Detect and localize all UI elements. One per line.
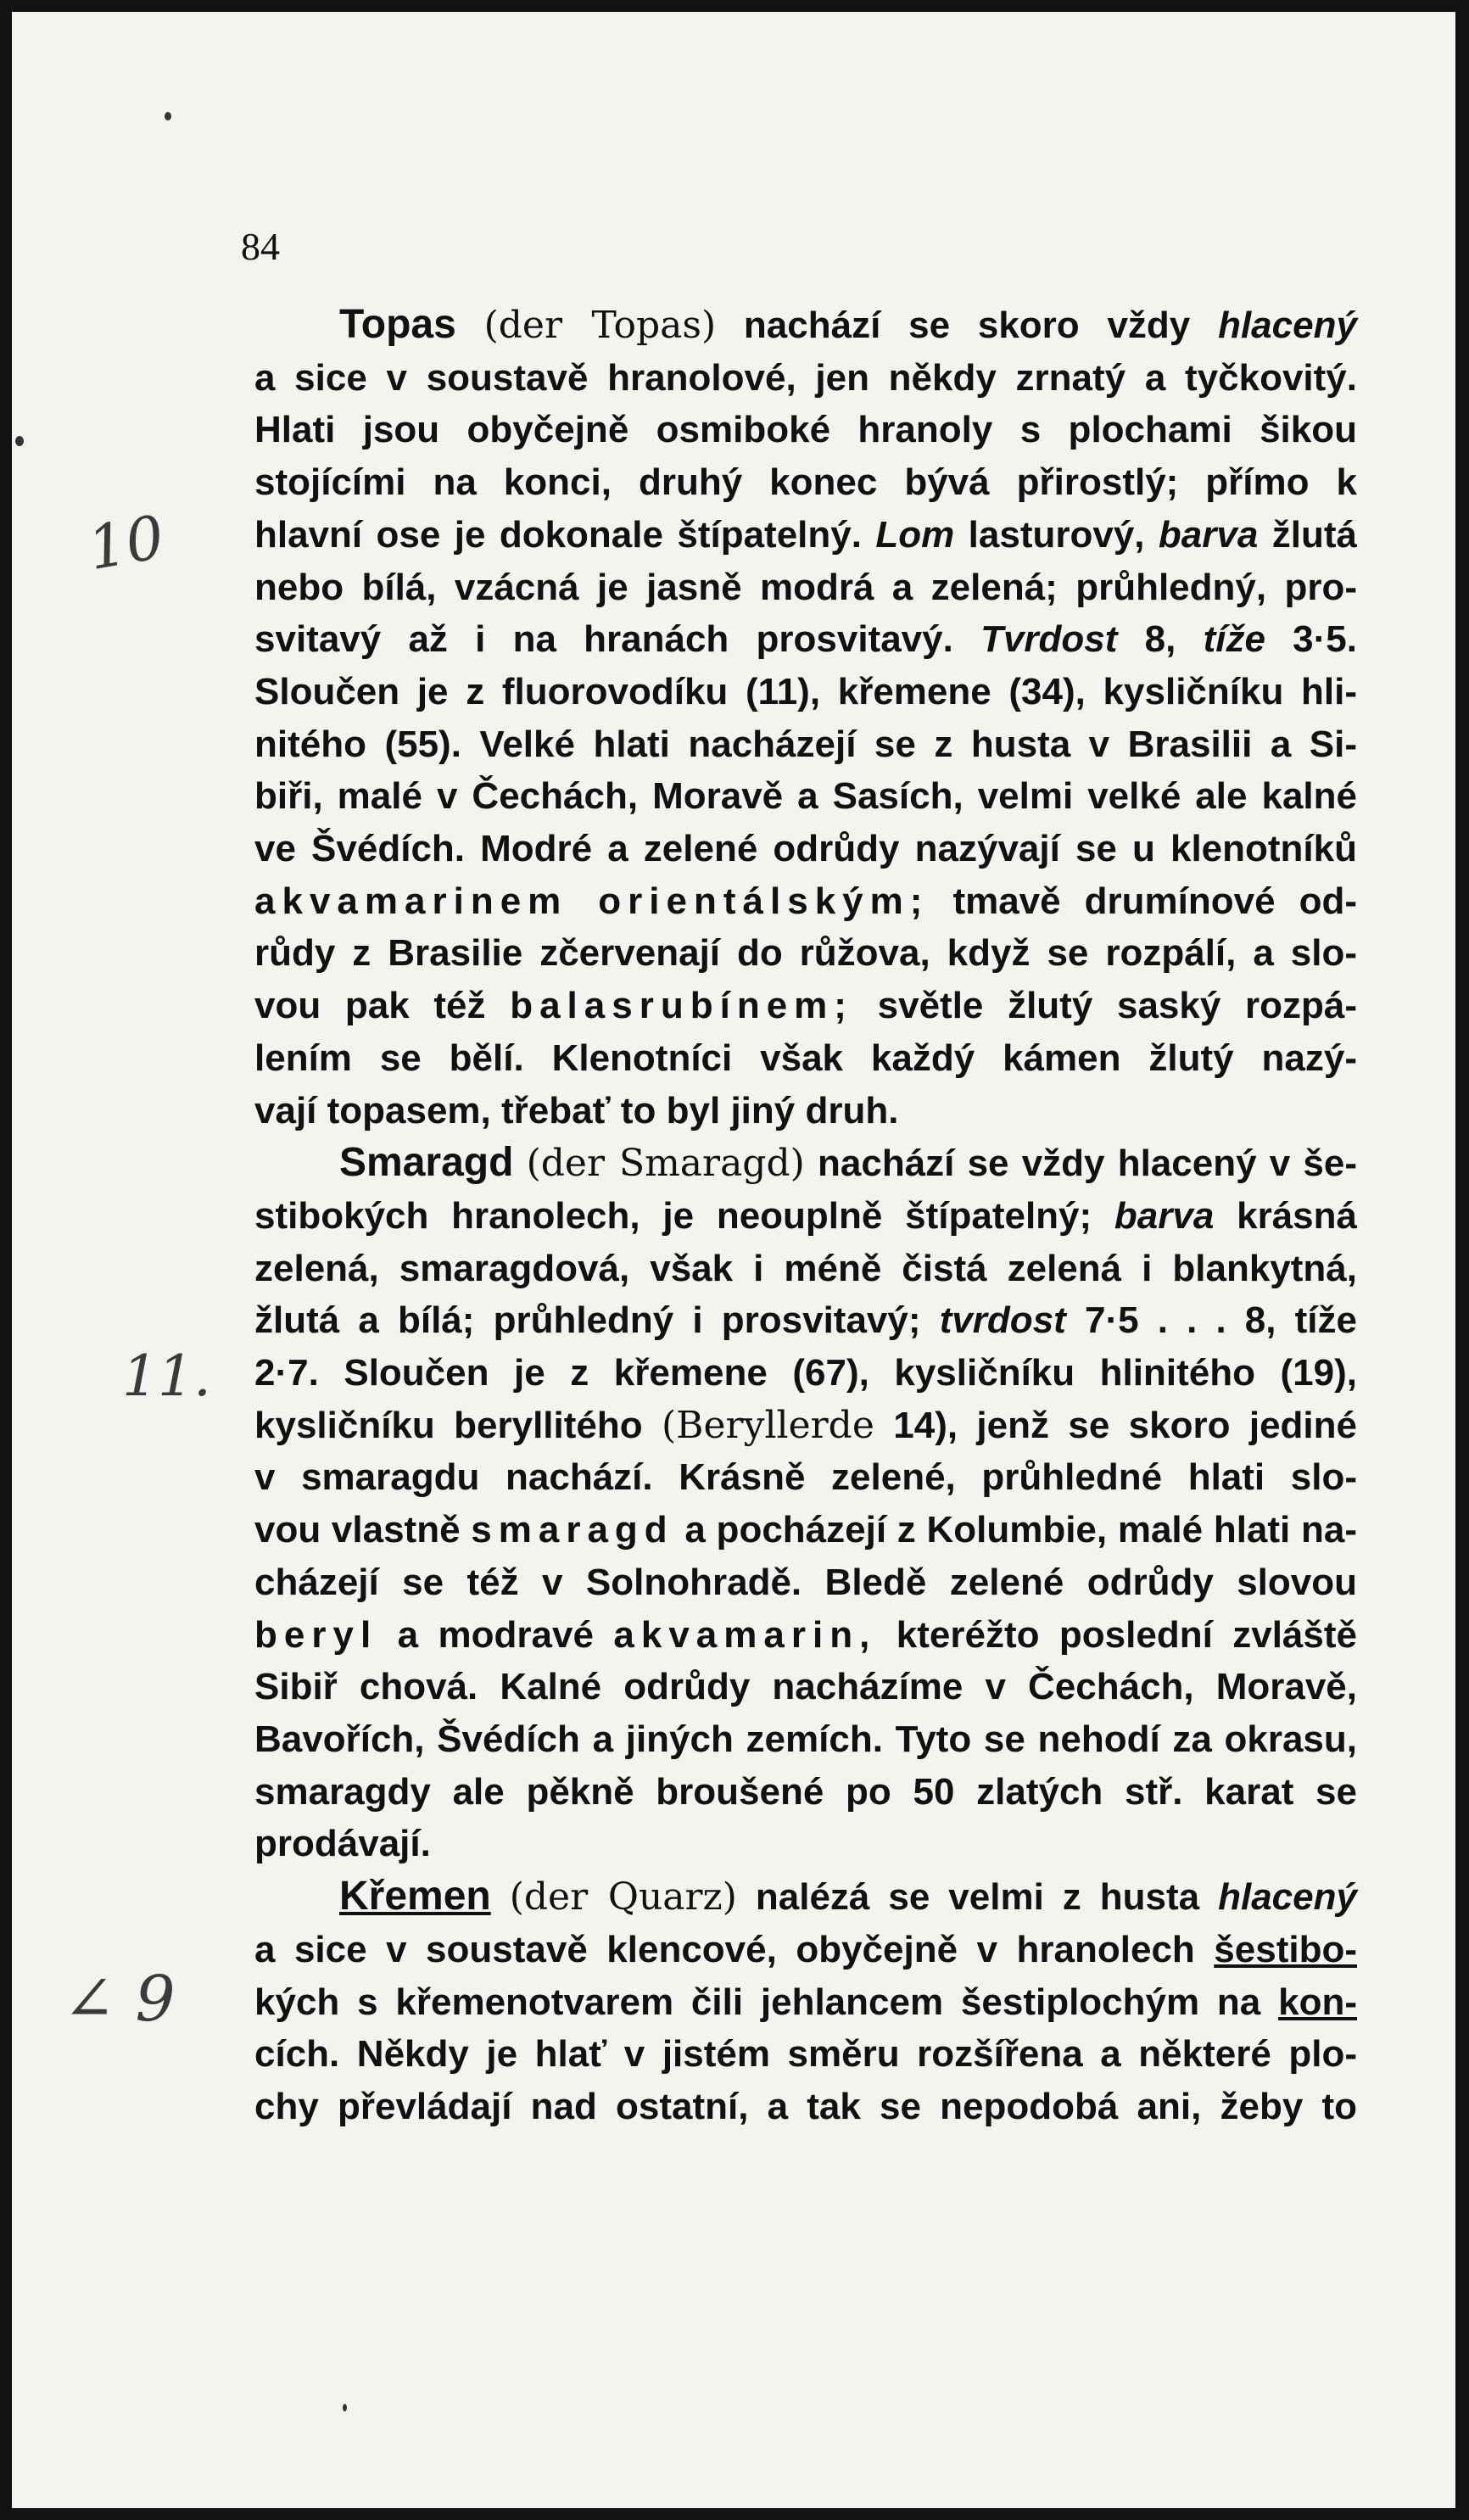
text-line: smaragdy ale pěkně broušené po 50 zlatých stř. karat se bbox=[254, 1770, 1357, 1813]
text-line: chy převládají nad ostatní, a tak se nepodobá ani, žeby to bbox=[254, 2085, 1357, 2127]
text-fragment: hlavní ose je dokonale štípatelný. bbox=[254, 513, 862, 556]
speck-bottom bbox=[343, 2404, 347, 2411]
text-line: a sice v soustavě hranolové, jen někdy zrnatý a tyčkovitý. bbox=[254, 356, 1357, 399]
text-fragment: lasturový, bbox=[968, 513, 1145, 556]
text-line bbox=[254, 1190, 1357, 1243]
text-line bbox=[254, 509, 1357, 562]
margin-note-10: 10 bbox=[82, 501, 170, 584]
german-term: (der Smaragd) bbox=[526, 1142, 805, 1186]
italic-term: tvrdost bbox=[939, 1299, 1066, 1342]
heading-smaragd: Smaragd bbox=[339, 1140, 514, 1186]
text-line: v smaragdu nachází. Krásně zelené, průhledné hlati slo- bbox=[254, 1456, 1357, 1499]
german-term: (der Topas) bbox=[483, 304, 717, 347]
text-fragment: a pocházejí z Kolumbie, malé hlati na- bbox=[684, 1509, 1357, 1551]
spaced-term: beryl bbox=[254, 1613, 378, 1656]
margin-note-9: ∠ 9 bbox=[63, 1963, 176, 2036]
text-line: cích. Někdy je hlať v jistém směru rozšířena a některé plo- bbox=[254, 2033, 1357, 2076]
text-fragment: kteréžto poslední zvláště bbox=[896, 1613, 1357, 1656]
underlined-term: kon- bbox=[1278, 1981, 1357, 2023]
text-fragment: světle žlutý saský rozpá- bbox=[877, 985, 1357, 1027]
text-line bbox=[254, 1400, 1357, 1452]
text-fragment: a modravé bbox=[397, 1613, 594, 1656]
text-line bbox=[254, 1294, 1357, 1347]
german-term: (der Quarz) bbox=[509, 1875, 737, 1919]
book-page bbox=[12, 12, 1455, 2508]
spaced-term: smaragd bbox=[471, 1509, 674, 1551]
italic-term: hlacený bbox=[1218, 1876, 1357, 1919]
text-line bbox=[254, 299, 1357, 352]
text-line bbox=[254, 980, 1357, 1032]
text-fragment: kých s křemenotvarem čili jehlancem šestiplochým na bbox=[254, 1981, 1261, 2023]
heading-kremen: Křemen bbox=[339, 1874, 491, 1919]
text-fragment: 14), jenž se skoro jediné bbox=[893, 1404, 1357, 1446]
text-line: prodávají. bbox=[254, 1823, 431, 1865]
text-line bbox=[254, 613, 1357, 666]
paragraph-smaragd bbox=[254, 1137, 1357, 1870]
text-fragment: nalézá se velmi z husta bbox=[755, 1876, 1200, 1919]
text-line bbox=[254, 875, 1357, 928]
text-line: vají topasem, třebať to byl jiný druh. bbox=[254, 1089, 899, 1131]
text-fragment: žlutá bbox=[1271, 513, 1357, 556]
text-fragment: krásná bbox=[1237, 1194, 1357, 1237]
text-fragment: stibokých hranolech, je neouplně štípatelný; bbox=[254, 1194, 1092, 1237]
text-fragment: 3·5. bbox=[1293, 618, 1357, 661]
text-line bbox=[254, 1870, 1357, 1924]
text-line: cházejí se též v Solnohradě. Bledě zelené odrůdy slovou bbox=[254, 1561, 1357, 1603]
italic-term: Lom bbox=[875, 513, 955, 556]
italic-term: barva bbox=[1158, 513, 1259, 556]
text-fragment: vou pak též bbox=[254, 985, 486, 1027]
spaced-term: balasrubínem; bbox=[510, 985, 853, 1027]
body-text bbox=[254, 299, 1357, 2133]
paragraph-kremen bbox=[254, 1870, 1357, 2133]
text-line bbox=[254, 1609, 1357, 1662]
text-fragment: nachází se vždy hlacený v še- bbox=[818, 1143, 1357, 1185]
text-fragment: kysličníku beryllitého bbox=[254, 1404, 643, 1446]
text-fragment: a sice v soustavě klencové, obyčejně v hranolech bbox=[254, 1928, 1195, 1970]
text-line: lením se bělí. Klenotníci však každý kámen žlutý nazý- bbox=[254, 1036, 1357, 1079]
text-fragment: tmavě drumínové od- bbox=[952, 880, 1357, 922]
text-fragment: 7·5 . . . 8, tíže bbox=[1084, 1299, 1357, 1342]
text-fragment: nachází se skoro vždy bbox=[743, 305, 1191, 346]
text-line: Hlati jsou obyčejně osmiboké hranoly s plochami šikou bbox=[254, 409, 1357, 451]
italic-term: Tvrdost bbox=[980, 618, 1118, 661]
speck-left bbox=[15, 436, 24, 446]
page-number: 84 bbox=[241, 225, 280, 268]
italic-term: hlacený bbox=[1218, 305, 1357, 346]
underlined-term: šestibo- bbox=[1214, 1928, 1357, 1970]
text-line: nebo bílá, vzácná je jasně modrá a zelená; průhledný, pro- bbox=[254, 566, 1357, 608]
text-fragment: 8, bbox=[1144, 618, 1176, 661]
text-fragment: vou vlastně bbox=[254, 1509, 461, 1551]
heading-topas: Topas bbox=[339, 302, 456, 347]
text-line bbox=[254, 1976, 1357, 2029]
text-fragment: svitavý až i na hranách prosvitavý. bbox=[254, 618, 953, 661]
spaced-term: akvamarinem orientálským; bbox=[254, 880, 930, 922]
italic-term: barva bbox=[1114, 1194, 1215, 1237]
text-line bbox=[254, 1137, 1357, 1190]
text-line bbox=[254, 1924, 1357, 1976]
text-line: stojícími na konci, druhý konec bývá přirostlý; přímo k bbox=[254, 461, 1357, 504]
text-fragment: žlutá a bílá; průhledný i prosvitavý; bbox=[254, 1299, 921, 1342]
italic-term: tíže bbox=[1203, 618, 1265, 661]
german-term: (Beryllerde bbox=[662, 1403, 874, 1447]
text-line bbox=[254, 1504, 1357, 1556]
text-line: 2·7. Sloučen je z křemene (67), kysličníku hlinitého (19), bbox=[254, 1352, 1357, 1394]
paragraph-topas bbox=[254, 299, 1357, 1137]
speck-top bbox=[165, 112, 171, 120]
text-line: nitého (55). Velké hlati nacházejí se z husta v Brasilii a Si- bbox=[254, 723, 1357, 765]
text-line: růdy z Brasilie zčervenají do růžova, když se rozpálí, a slo- bbox=[254, 932, 1357, 975]
text-line: Sloučen je z fluorovodíku (11), křemene (34), kysličníku hli- bbox=[254, 670, 1357, 712]
margin-note-11: 11. bbox=[122, 1344, 211, 1409]
text-line: ve Švédích. Modré a zelené odrůdy nazývají se u klenotníků bbox=[254, 828, 1357, 870]
text-line: biři, malé v Čechách, Moravě a Sasích, velmi velké ale kalné bbox=[254, 775, 1357, 818]
text-line: Sibiř chová. Kalné odrůdy nacházíme v Čechách, Moravě, bbox=[254, 1666, 1357, 1708]
text-line: zelená, smaragdová, však i méně čistá zelená i blankytná, bbox=[254, 1247, 1357, 1289]
text-line: Bavořích, Švédích a jiných zemích. Tyto se nehodí za okrasu, bbox=[254, 1718, 1357, 1760]
spaced-term: akvamarin, bbox=[613, 1613, 877, 1656]
